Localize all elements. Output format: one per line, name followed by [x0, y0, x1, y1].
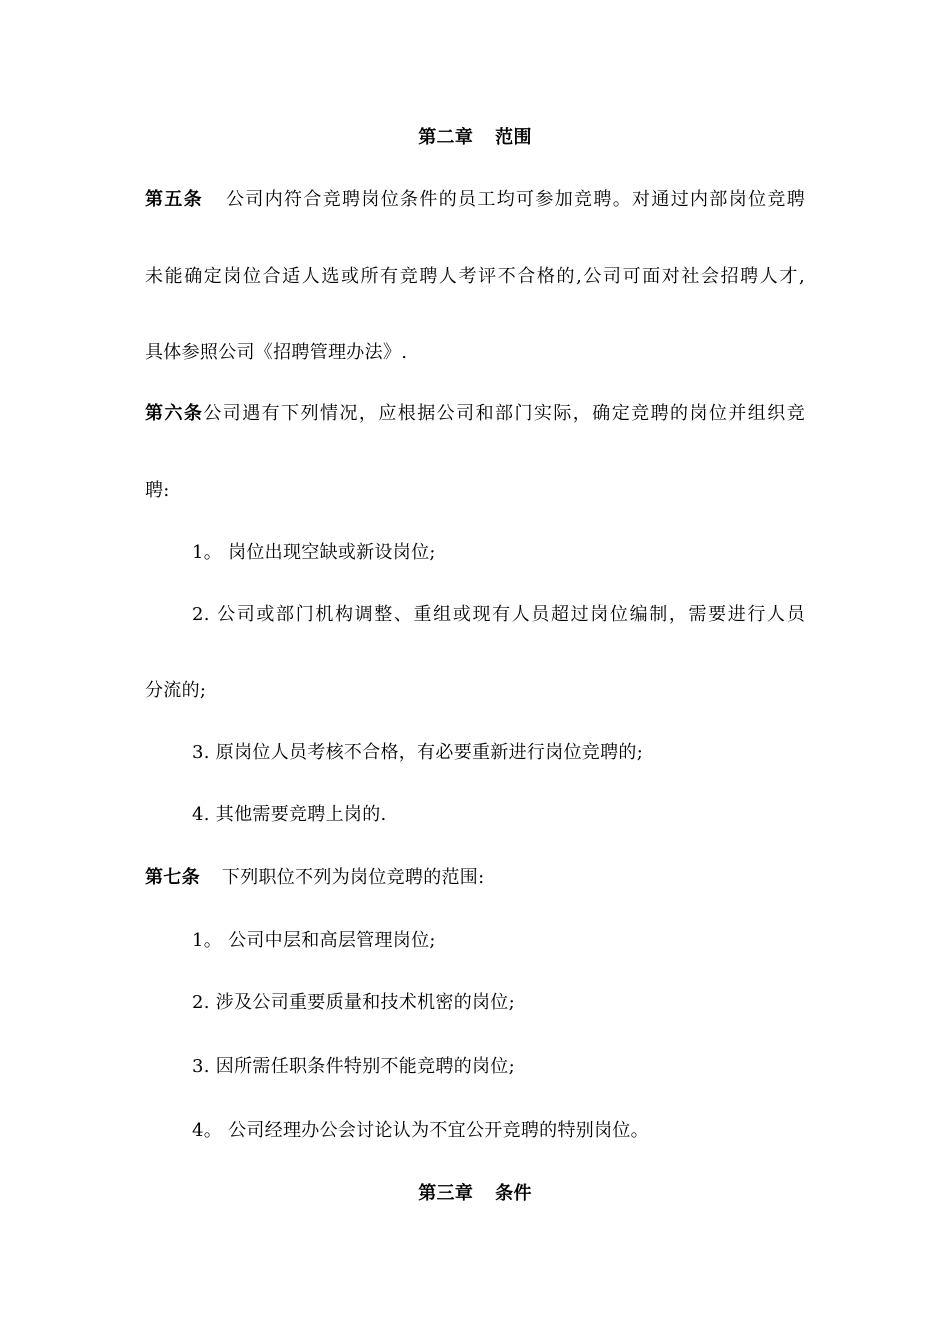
chapter-2-heading [0, 126, 950, 150]
article-7-item-2: 2. 涉及公司重要质量和技术机密的岗位; [192, 992, 515, 1013]
article-6-item-4: 4. 其他需要竞聘上岗的. [192, 804, 387, 825]
chapter-2-title: 范围 [495, 127, 532, 148]
article-5-text-1: 公司内符合竞聘岗位条件的员工均可参加竞聘。对通过内部岗位竞聘 [225, 189, 805, 210]
article-6-line-1 [145, 402, 805, 426]
article-7-item-1: 1。 公司中层和高层管理岗位; [192, 930, 436, 951]
chapter-3-heading [0, 1182, 950, 1206]
article-5-line-1 [145, 188, 805, 212]
article-6-item-2: 2. 公司或部门机构调整、重组或现有人员超过岗位编制，需要进行人员 [192, 604, 805, 625]
article-6-item-1: 1。 岗位出现空缺或新设岗位; [192, 542, 436, 563]
article-6-item-2-cont: 分流的; [145, 680, 207, 701]
article-6-label: 第六条 [145, 403, 204, 424]
article-5-label: 第五条 [145, 189, 203, 210]
article-6-item-3: 3. 原岗位人员考核不合格，有必要重新进行岗位竞聘的; [192, 742, 644, 763]
article-7-text-1: 下列职位不列为岗位竞聘的范围: [221, 867, 485, 888]
article-6-text-1: 公司遇有下列情况，应根据公司和部门实际，确定竞聘的岗位并组织竞 [203, 403, 806, 424]
article-6-line-2: 聘: [145, 480, 170, 501]
chapter-3-title: 条件 [495, 1183, 532, 1204]
article-7-line-1 [145, 866, 815, 890]
chapter-3-label: 第三章 [418, 1183, 474, 1204]
article-7-item-3: 3. 因所需任职条件特别不能竞聘的岗位; [192, 1056, 515, 1077]
article-7-label: 第七条 [145, 867, 200, 888]
article-5-line-3: 具体参照公司《招聘管理办法》. [145, 342, 408, 363]
chapter-2-label: 第二章 [418, 127, 474, 148]
article-5-line-2: 未能确定岗位合适人选或所有竞聘人考评不合格的,公司可面对社会招聘人才, [145, 266, 805, 287]
article-7-item-4: 4。 公司经理办公会讨论认为不宜公开竞聘的特别岗位。 [192, 1120, 649, 1141]
